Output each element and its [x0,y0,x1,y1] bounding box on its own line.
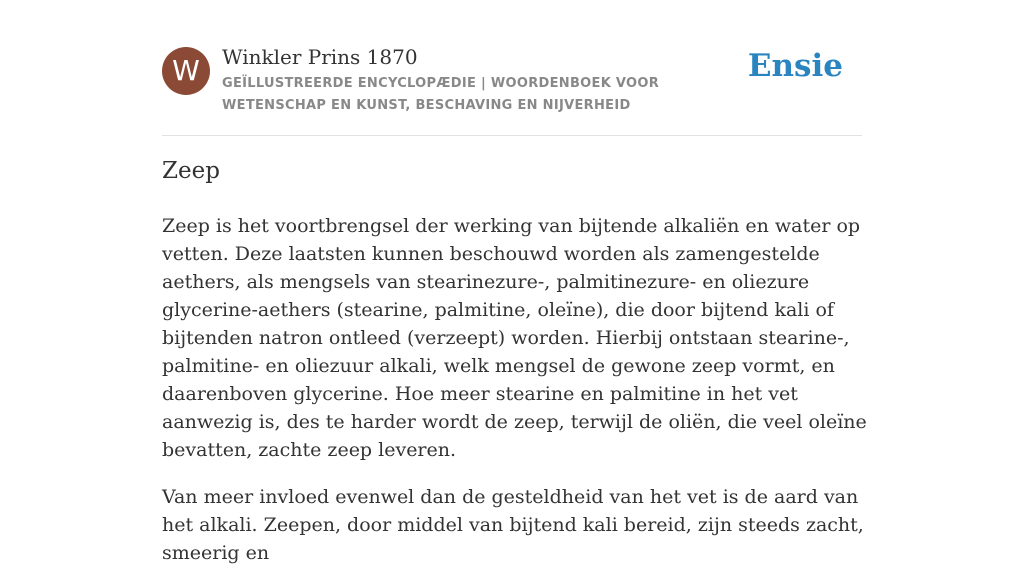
article-title: Zeep [162,158,220,184]
ensie-logo[interactable]: Ensie [747,48,843,84]
source-title[interactable]: Winkler Prins 1870 [222,45,418,69]
header-divider [162,135,862,136]
source-subtitle: GEÏLLUSTREERDE ENCYCLOPÆDIE | WOORDENBOEK VOOR WETENSCHAP EN KUNST, BESCHAVING EN NIJVERHEID [222,76,660,113]
article-paragraph: Zeep is het voortbrengsel der werking van bijtende alkaliën en water op vetten. Deze laatsten kunnen beschouwd worden als zamengestelde aethers, als mengsels van stearinezure-, palmitinezure- en oliezure glycerine-aethers (stearine, palmitine, oleïne), die door bijtend kali of bijtenden natron ontleed (verzeept) worden. Hierbij ontstaan stearine-, palmitine- en oliezuur alkali, welk mengsel de gewone zeep vormt, en daarenboven glycerine. Hoe meer stearine en palmitine in het vet aanwezig is, des te harder wordt de zeep, terwijl de oliën, die veel oleïne bevatten, zachte zeep leveren. [162,215,867,461]
source-avatar[interactable]: W [162,47,210,95]
article-body [162,212,868,586]
source-header [162,44,862,136]
article-paragraph: Van meer invloed evenwel dan de gesteldheid van het vet is de aard van het alkali. Zeepen, door middel van bijtend kali bereid, zijn steeds zacht, smeerig en [162,486,864,564]
